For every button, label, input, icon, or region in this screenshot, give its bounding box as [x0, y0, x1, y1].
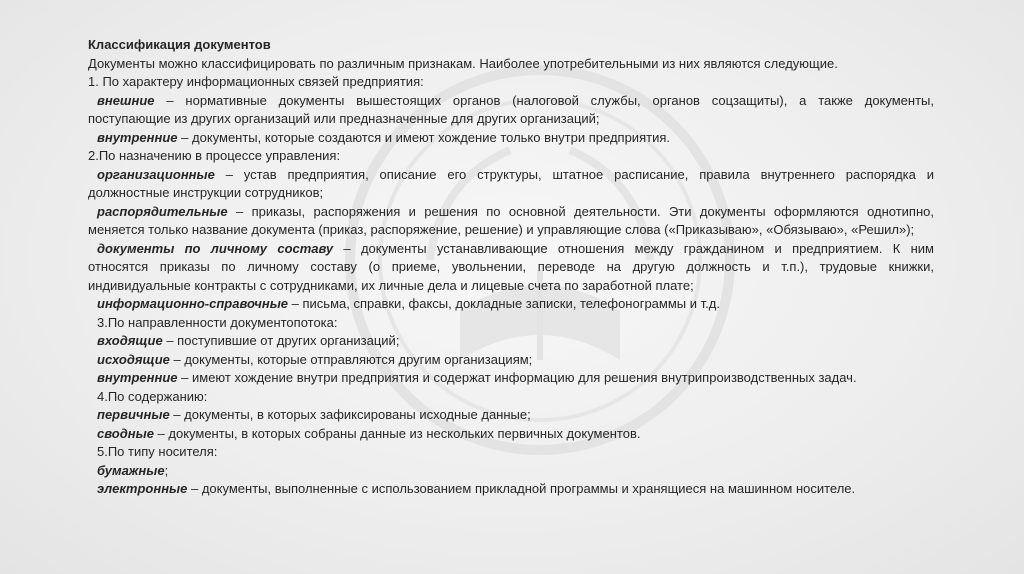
- item-primary: [88, 406, 934, 425]
- term-dispositive: распорядительные: [97, 203, 228, 219]
- term-primary: первичные: [97, 407, 170, 422]
- item-incoming: [88, 332, 934, 351]
- item-outgoing: [88, 351, 934, 370]
- item-summary: [88, 425, 934, 444]
- document-title: Классификация документов: [88, 37, 271, 52]
- term-incoming: входящие: [97, 333, 163, 348]
- section-2-heading: 2.По назначению в процессе управления:: [88, 148, 341, 163]
- term-inner: внутренние: [97, 370, 178, 385]
- internal-desc: – документы, которые создаются и имеют хождение только внутри предприятия.: [177, 129, 670, 145]
- intro-paragraph: Документы можно классифицировать по различным признакам. Наиболее употребительными из них являются следующие.: [88, 55, 838, 71]
- term-paper: бумажные: [97, 462, 165, 478]
- item-dispositive: [88, 203, 934, 222]
- pers-desc-line1: – документы устанавливающие отношения между гражданином и предприятием. К ним: [333, 240, 934, 256]
- org-desc-line1: – устав предприятия, описание его структуры, штатное расписание, правила внутреннего распорядка и: [214, 166, 934, 182]
- section-3-heading: 3.По направленности документопотока:: [97, 314, 338, 330]
- summary-desc: – документы, в которых собраны данные из нескольких первичных документов.: [153, 425, 641, 441]
- term-electronic: электронные: [97, 481, 188, 496]
- section-1-heading: 1. По характеру информационных связей предприятия:: [88, 74, 424, 89]
- term-external: внешние: [97, 92, 155, 108]
- outgoing-desc: – документы, которые отправляются другим организациям;: [169, 351, 533, 367]
- section-5-heading: 5.По типу носителя:: [97, 444, 218, 459]
- term-personnel: документы по личному составу: [97, 240, 334, 256]
- item-external-cont: поступающие из других организаций или предназначенные для других организаций;: [88, 111, 600, 126]
- document-text: [88, 36, 934, 499]
- item-electronic: [88, 480, 934, 499]
- item-personnel-cont: относятся приказы по личному составу (о приеме, увольнении, переводе на другую должность и т.п.), трудовые книжки,: [88, 259, 934, 274]
- electronic-desc: – документы, выполненные с использованием прикладной программы и хранящиеся на машинном носителе.: [187, 481, 856, 496]
- external-desc-line1: – нормативные документы вышестоящих органов (налоговой службы, органов соцзащиты), а также документы,: [154, 92, 934, 108]
- paper-desc: ;: [164, 462, 169, 478]
- term-info-reference: информационно-справочные: [97, 296, 289, 311]
- term-organizational: организационные: [97, 166, 215, 182]
- term-summary: сводные: [97, 425, 154, 441]
- incoming-desc: – поступившие от других организаций;: [162, 333, 400, 348]
- primary-desc: – документы, в которых зафиксированы исходные данные;: [169, 407, 531, 422]
- item-dispositive-cont: меняется только название документа (приказ, распоряжение, решение) и управляющие слова («Приказываю», «Обязываю», «Решил»);: [88, 222, 915, 237]
- item-info-reference: [88, 295, 934, 314]
- item-internal: [88, 129, 934, 148]
- info-desc: – письма, справки, факсы, докладные записки, телефонограммы и т.д.: [288, 296, 720, 311]
- item-personnel: [88, 240, 934, 259]
- item-organizational-cont: должностные инструкции сотрудников;: [88, 185, 324, 200]
- term-outgoing: исходящие: [97, 351, 170, 367]
- item-paper: [88, 462, 934, 481]
- item-inner: [88, 369, 934, 388]
- section-4-heading: 4.По содержанию:: [97, 388, 208, 404]
- item-personnel-cont2: индивидуальные контракты с сотрудниками, их личные дела и лицевые счета по заработной плате;: [88, 277, 694, 293]
- term-internal: внутренние: [97, 129, 178, 145]
- item-organizational: [88, 166, 934, 185]
- item-external: [88, 92, 934, 111]
- inner-desc: – имеют хождение внутри предприятия и содержат информацию для решения внутрипроизводственных задач.: [177, 370, 857, 385]
- disp-desc-line1: – приказы, распоряжения и решения по основной деятельности. Эти документы оформляются однотипно,: [227, 203, 934, 219]
